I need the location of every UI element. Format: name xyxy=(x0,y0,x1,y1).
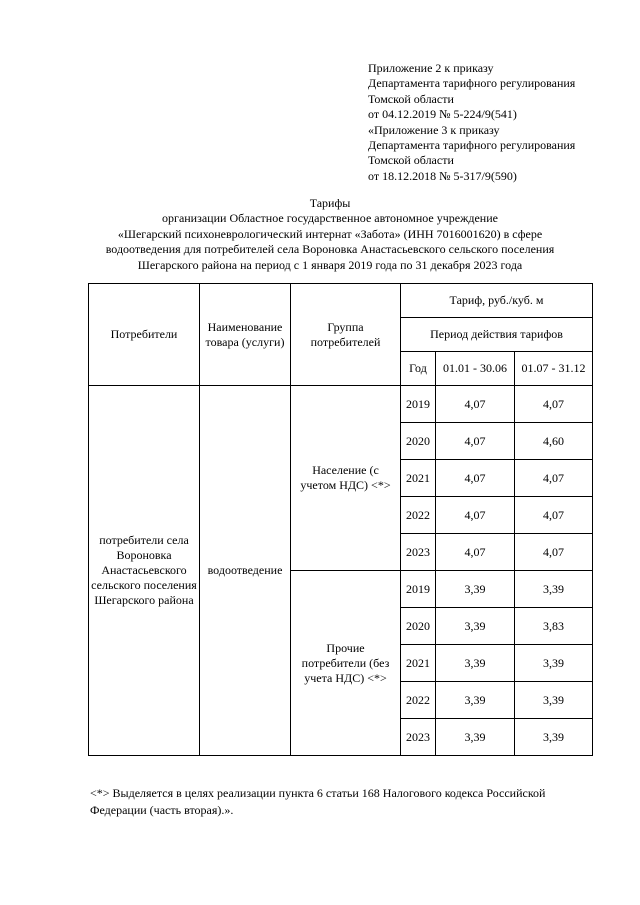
header-tariff: Тариф, руб./куб. м xyxy=(401,284,593,318)
appendix-line: от 04.12.2019 № 5-224/9(541) xyxy=(368,107,517,122)
tariff-cell: 3,39 xyxy=(436,571,515,608)
table-row xyxy=(89,386,593,423)
year-cell: 2023 xyxy=(401,719,436,756)
header-group: Группа потребителей xyxy=(291,284,401,386)
tariff-cell: 3,39 xyxy=(436,682,515,719)
title-line: организации Областное государственное автономное учреждение xyxy=(162,211,498,226)
year-cell: 2022 xyxy=(401,682,436,719)
title-line: Тарифы xyxy=(309,196,351,210)
appendix-line: Департамента тарифного регулирования xyxy=(368,138,576,153)
tariff-cell: 3,39 xyxy=(515,682,593,719)
tariff-cell: 3,39 xyxy=(436,719,515,756)
tariff-cell: 3,39 xyxy=(436,608,515,645)
footnote-line: Федерации (часть вторая).». xyxy=(90,803,234,817)
appendix-block xyxy=(368,61,575,184)
tariff-cell: 4,07 xyxy=(436,386,515,423)
year-cell: 2020 xyxy=(401,608,436,645)
header-year: Год xyxy=(401,352,436,386)
header-period: Период действия тарифов xyxy=(401,318,593,352)
tariff-cell: 4,07 xyxy=(515,497,593,534)
title-line: водоотведения для потребителей села Вороновка Анастасьевского сельского поселения xyxy=(105,242,555,257)
appendix-line: от 18.12.2018 № 5-317/9(590) xyxy=(368,168,517,183)
tariff-cell: 3,39 xyxy=(515,719,593,756)
header-consumers: Потребители xyxy=(89,284,200,386)
year-cell: 2020 xyxy=(401,423,436,460)
tariff-cell: 4,07 xyxy=(515,460,593,497)
header-product: Наименование товара (услуги) xyxy=(200,284,291,386)
year-cell: 2023 xyxy=(401,534,436,571)
tariff-table xyxy=(88,283,593,756)
appendix-line: Департамента тарифного регулирования xyxy=(368,76,576,91)
consumer-cell: потребители села Вороновка Анастасьевского сельского поселения Шегарского района xyxy=(89,386,200,756)
tariff-cell: 4,07 xyxy=(515,534,593,571)
footnote-line: <*> Выделяется в целях реализации пункта 6 статьи 168 Налогового кодекса Российской xyxy=(90,786,546,800)
header-second-half: 01.07 - 31.12 xyxy=(515,352,593,386)
year-cell: 2021 xyxy=(401,645,436,682)
appendix-line: Приложение 2 к приказу xyxy=(368,61,494,75)
product-cell: водоотведение xyxy=(200,386,291,756)
group-cell: Население (с учетом НДС) <*> xyxy=(291,386,401,571)
group-cell: Прочие потребители (без учета НДС) <*> xyxy=(291,571,401,756)
tariff-cell: 3,39 xyxy=(515,571,593,608)
footnote xyxy=(90,785,596,819)
tariff-cell: 4,07 xyxy=(436,460,515,497)
tariff-cell: 3,39 xyxy=(436,645,515,682)
tariff-cell: 3,39 xyxy=(515,645,593,682)
appendix-line: Томской области xyxy=(368,91,454,106)
year-cell: 2021 xyxy=(401,460,436,497)
title-line: Шегарского района на период с 1 января 2019 года по 31 декабря 2023 года xyxy=(137,257,523,272)
tariff-cell: 4,07 xyxy=(436,534,515,571)
appendix-line: «Приложение 3 к приказу xyxy=(368,122,500,137)
year-cell: 2019 xyxy=(401,386,436,423)
tariff-cell: 4,07 xyxy=(436,423,515,460)
tariff-cell: 4,07 xyxy=(436,497,515,534)
year-cell: 2019 xyxy=(401,571,436,608)
tariff-cell: 3,83 xyxy=(515,608,593,645)
header-first-half: 01.01 - 30.06 xyxy=(436,352,515,386)
tariff-cell: 4,60 xyxy=(515,423,593,460)
document-title xyxy=(60,196,600,273)
title-line: «Шегарский психоневрологический интернат «Забота» (ИНН 7016001620) в сфере xyxy=(117,226,543,241)
tariff-cell: 4,07 xyxy=(515,386,593,423)
appendix-line: Томской области xyxy=(368,153,454,168)
year-cell: 2022 xyxy=(401,497,436,534)
